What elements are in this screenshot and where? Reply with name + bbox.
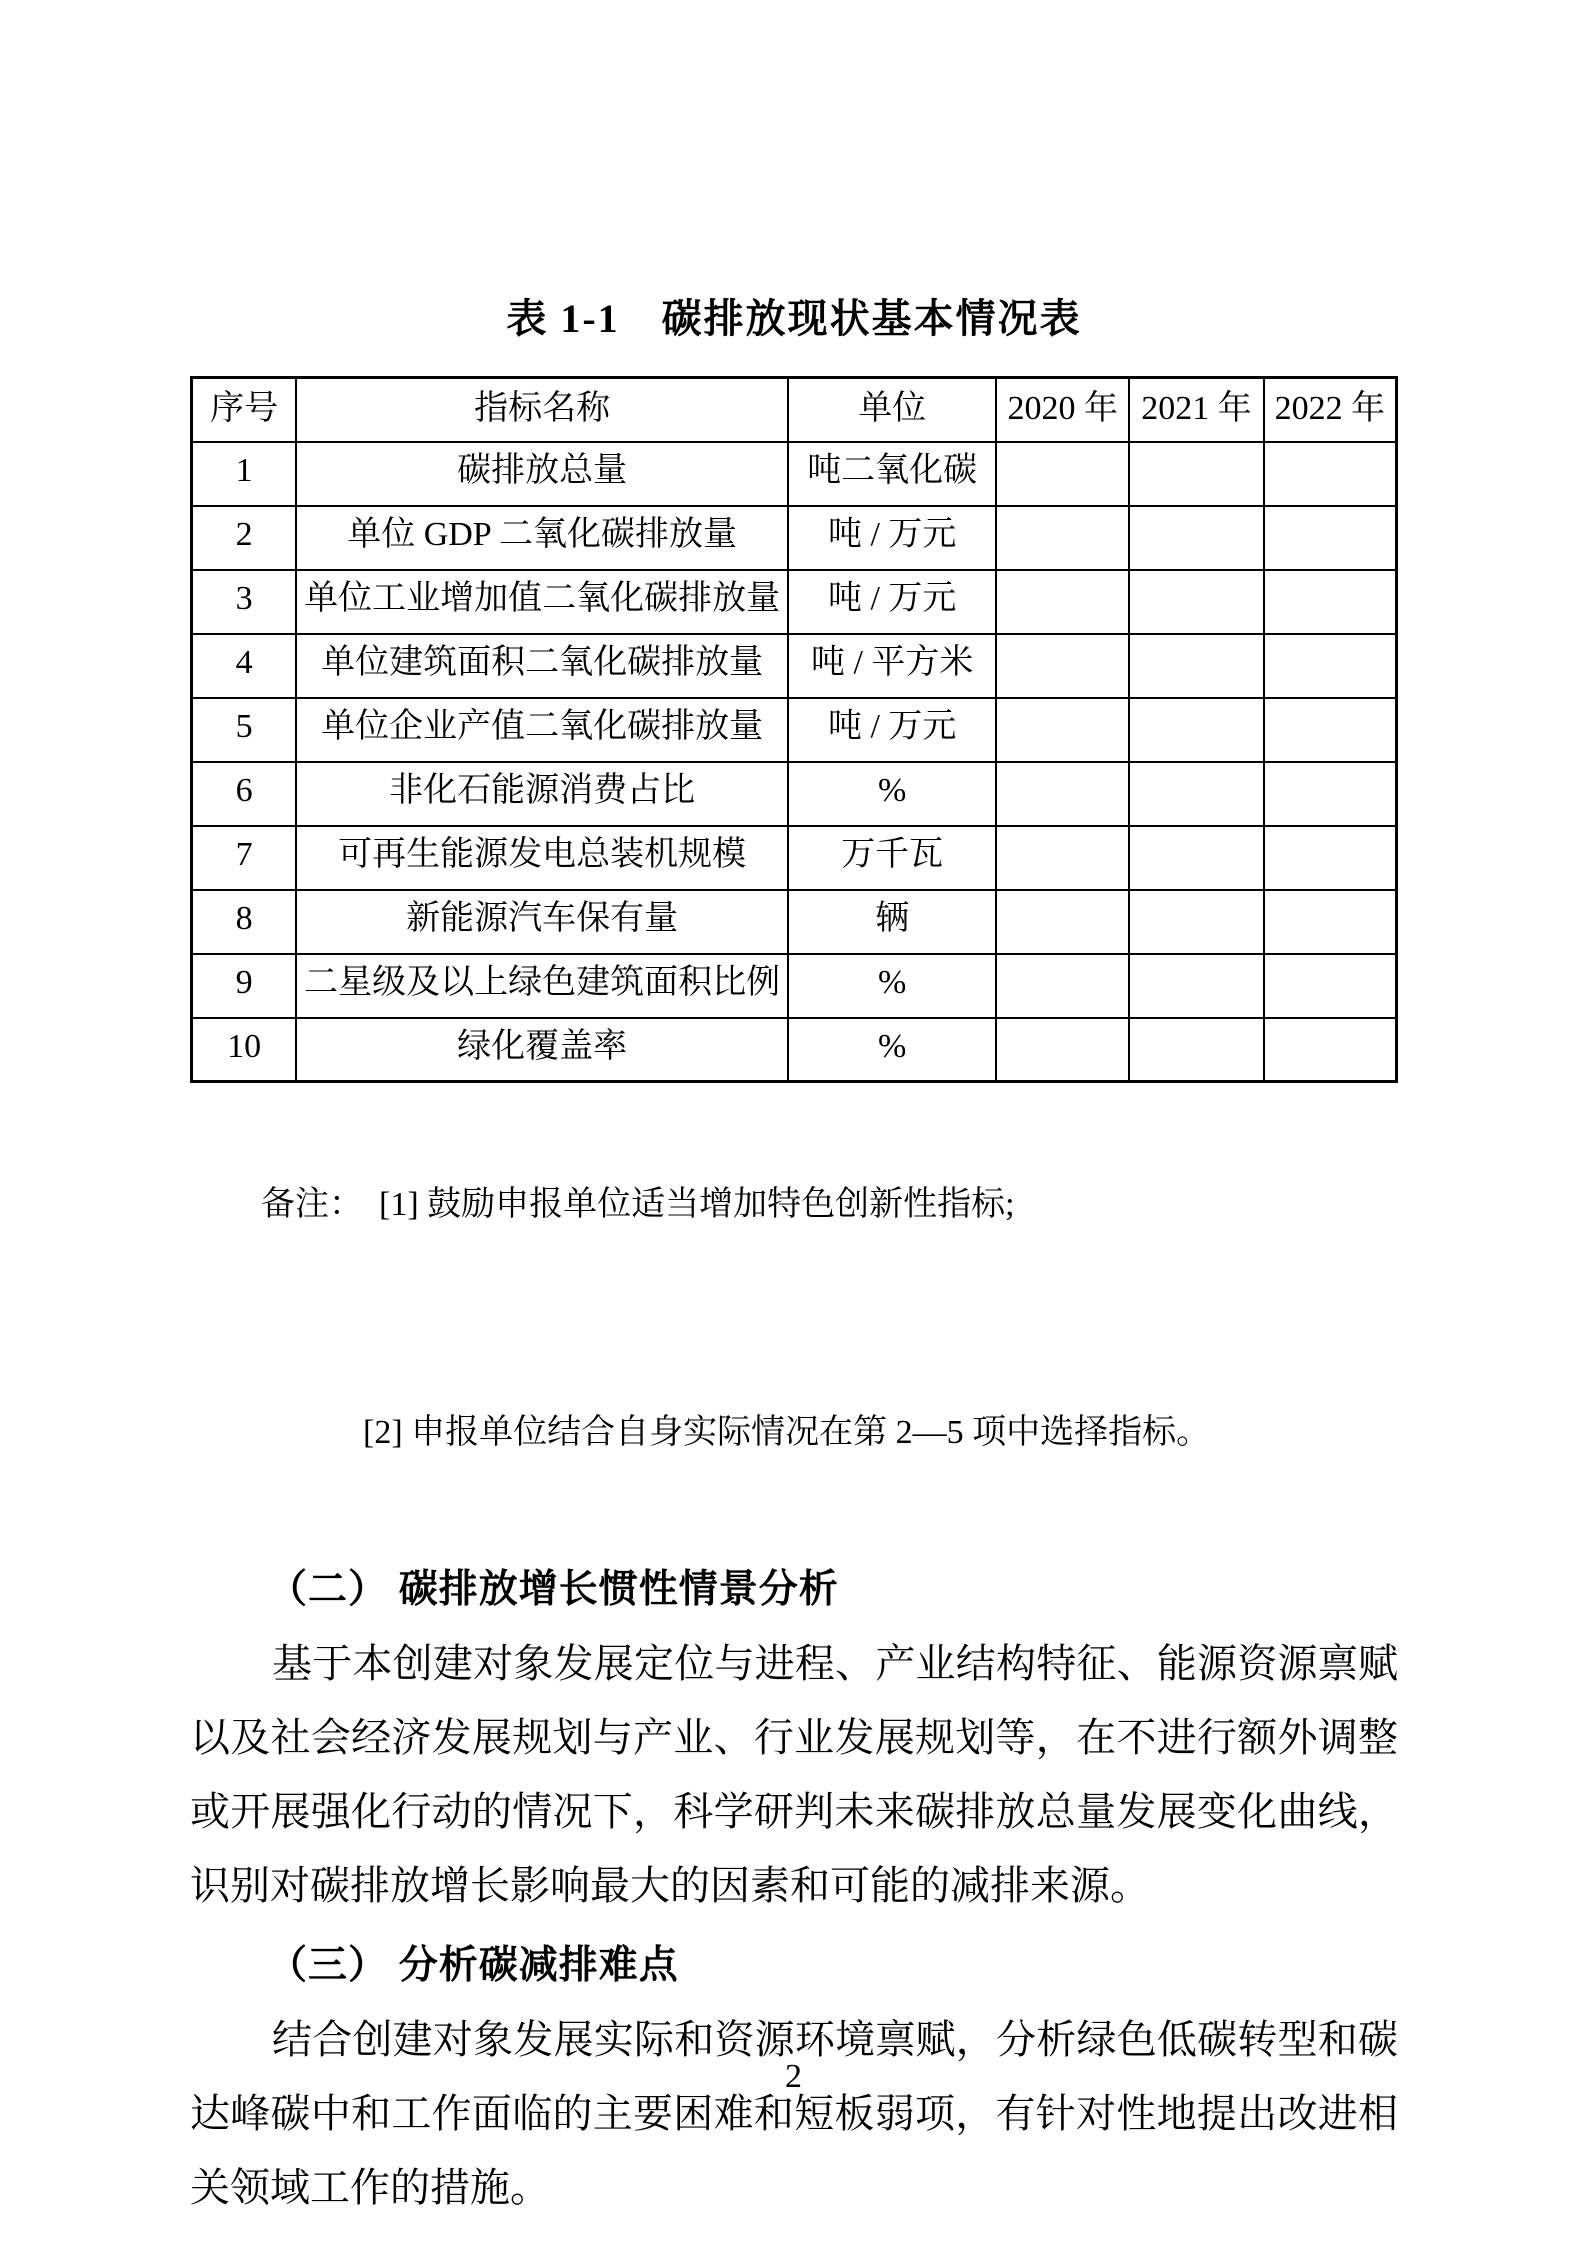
cell-no: 3 — [192, 570, 297, 634]
cell-2022 — [1264, 442, 1397, 506]
cell-indicator: 可再生能源发电总装机规模 — [296, 826, 788, 890]
column-header-indicator: 指标名称 — [296, 378, 788, 442]
table-row — [192, 442, 1397, 506]
cell-unit: 吨二氧化碳 — [788, 442, 996, 506]
table-row — [192, 570, 1397, 634]
cell-no: 5 — [192, 698, 297, 762]
cell-no: 4 — [192, 634, 297, 698]
cell-2020 — [996, 698, 1129, 762]
table-row — [192, 826, 1397, 890]
column-header-unit: 单位 — [788, 378, 996, 442]
cell-2021 — [1129, 570, 1264, 634]
cell-2022 — [1264, 570, 1397, 634]
cell-indicator: 二星级及以上绿色建筑面积比例 — [296, 954, 788, 1018]
cell-unit: 吨 / 万元 — [788, 506, 996, 570]
notes-block — [190, 1091, 1398, 1547]
section-body-2: 基于本创建对象发展定位与进程、产业结构特征、能源资源禀赋以及社会经济发展规划与产业、行业发展规划等，在不进行额外调整或开展强化行动的情况下，科学研判未来碳排放总量发展变化曲线，识别对碳排放增长影响最大的因素和可能的减排来源。 — [190, 1641, 1398, 1908]
cell-no: 10 — [192, 1018, 297, 1082]
cell-unit: % — [788, 1018, 996, 1082]
cell-2022 — [1264, 698, 1397, 762]
cell-indicator: 新能源汽车保有量 — [296, 890, 788, 954]
cell-unit: 吨 / 万元 — [788, 698, 996, 762]
table-caption: 表 1-1 碳排放现状基本情况表 — [506, 296, 1082, 341]
table-row — [192, 762, 1397, 826]
cell-2020 — [996, 762, 1129, 826]
cell-2022 — [1264, 634, 1397, 698]
note-item — [190, 1091, 1398, 1319]
note-text: [2] 申报单位结合自身实际情况在第 2—5 项中选择指标。 — [363, 1414, 1211, 1451]
cell-unit: 万千瓦 — [788, 826, 996, 890]
cell-2021 — [1129, 1018, 1264, 1082]
cell-2020 — [996, 1018, 1129, 1082]
cell-unit: 吨 / 平方米 — [788, 634, 996, 698]
cell-no: 7 — [192, 826, 297, 890]
cell-2020 — [996, 634, 1129, 698]
cell-no: 8 — [192, 890, 297, 954]
cell-no: 9 — [192, 954, 297, 1018]
section-heading-3: （三） 分析碳减排难点 — [268, 1944, 679, 1987]
cell-2020 — [996, 954, 1129, 1018]
table-row — [192, 890, 1397, 954]
cell-2021 — [1129, 698, 1264, 762]
column-header-no: 序号 — [192, 378, 297, 442]
cell-2021 — [1129, 442, 1264, 506]
note-item — [190, 1319, 1398, 1547]
cell-unit: 辆 — [788, 890, 996, 954]
cell-2020 — [996, 442, 1129, 506]
cell-indicator: 单位 GDP 二氧化碳排放量 — [296, 506, 788, 570]
cell-indicator: 单位工业增加值二氧化碳排放量 — [296, 570, 788, 634]
cell-2022 — [1264, 506, 1397, 570]
table-row — [192, 634, 1397, 698]
cell-2021 — [1129, 634, 1264, 698]
cell-no: 1 — [192, 442, 297, 506]
cell-no: 6 — [192, 762, 297, 826]
cell-2022 — [1264, 1018, 1397, 1082]
column-header-2021: 2021 年 — [1129, 378, 1264, 442]
cell-unit: 吨 / 万元 — [788, 570, 996, 634]
cell-unit: % — [788, 954, 996, 1018]
cell-2022 — [1264, 890, 1397, 954]
notes-label: 备注： — [261, 1186, 363, 1223]
cell-unit: % — [788, 762, 996, 826]
column-header-2022: 2022 年 — [1264, 378, 1397, 442]
section-heading-2: （二） 碳排放增长惯性情景分析 — [268, 1568, 839, 1611]
cell-indicator: 单位企业产值二氧化碳排放量 — [296, 698, 788, 762]
section-body-3: 结合创建对象发展实际和资源环境禀赋，分析绿色低碳转型和碳达峰碳中和工作面临的主要困难和短板弱项，有针对性地提出改进相关领域工作的措施。 — [190, 2017, 1398, 2210]
cell-indicator: 绿化覆盖率 — [296, 1018, 788, 1082]
table-header-row — [192, 378, 1397, 442]
cell-indicator: 单位建筑面积二氧化碳排放量 — [296, 634, 788, 698]
cell-indicator: 碳排放总量 — [296, 442, 788, 506]
note-text: [1] 鼓励申报单位适当增加特色创新性指标; — [379, 1186, 1015, 1223]
table-row — [192, 506, 1397, 570]
cell-indicator: 非化石能源消费占比 — [296, 762, 788, 826]
cell-2020 — [996, 570, 1129, 634]
table-row — [192, 1018, 1397, 1082]
cell-2020 — [996, 506, 1129, 570]
cell-2021 — [1129, 826, 1264, 890]
carbon-emission-status-table — [190, 376, 1398, 1083]
column-header-2020: 2020 年 — [996, 378, 1129, 442]
cell-2020 — [996, 826, 1129, 890]
cell-2020 — [996, 890, 1129, 954]
cell-2021 — [1129, 506, 1264, 570]
table-row — [192, 954, 1397, 1018]
cell-2021 — [1129, 954, 1264, 1018]
cell-2021 — [1129, 762, 1264, 826]
cell-2022 — [1264, 954, 1397, 1018]
table-row — [192, 698, 1397, 762]
cell-2022 — [1264, 762, 1397, 826]
cell-2021 — [1129, 890, 1264, 954]
cell-2022 — [1264, 826, 1397, 890]
page-number: 2 — [785, 2058, 802, 2095]
cell-no: 2 — [192, 506, 297, 570]
